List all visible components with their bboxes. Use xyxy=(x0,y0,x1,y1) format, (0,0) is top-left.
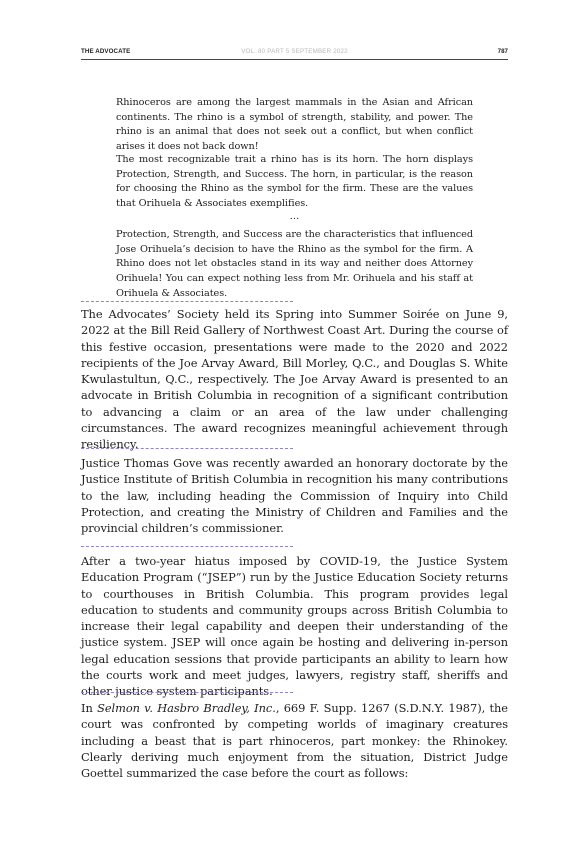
block-quote-paragraph-3: Protection, Strength, and Success are the characteristics that influenced Jose Orihuela’s decision to have the Rhino as the symbol for the firm. A Rhino does not let obstacles stand in its way and neither does Attorney Orihuela! You can expect nothing less from Mr. Orihuela and his staff at Orihuela & Associates. xyxy=(116,229,473,299)
block-quote-ellipsis: … xyxy=(289,211,300,222)
case-name: Selmon v. Hasbro Bradley, Inc. xyxy=(97,701,276,715)
case-intro-text: In xyxy=(81,701,98,715)
header-divider xyxy=(81,59,508,60)
page-number: 787 xyxy=(497,48,508,55)
section-separator xyxy=(81,692,293,693)
publication-name: THE ADVOCATE xyxy=(81,48,131,55)
case-body-text: , 669 F. Supp. 1267 (S.D.N.Y. 1987), the court was confronted by competing worlds of imaginary creatures including a beast that is part rhinoceros, part monkey: the Rhinokey. Clearly deriving much enjoyment from the situation, District Judge Goettel summarized the case before the court as follows: xyxy=(81,701,508,781)
section-separator xyxy=(81,546,293,547)
news-item-rhinokey-case xyxy=(81,700,508,781)
block-quote-paragraph-1: Rhinoceros are among the largest mammals in the Asian and African continents. The rhino is a symbol of strength, stability, and power. The rhino is an animal that does not seek out a conflict, but when conflict arises it does not back down! xyxy=(116,97,473,153)
issue-info: VOL. 80 PART 5 SEPTEMBER 2022 xyxy=(241,48,348,55)
news-item-justice-gove-doctorate: Justice Thomas Gove was recently awarded an honorary doctorate by the Justice Institute of British Columbia in recognition his many contributions to the law, including heading the Commission of Inquiry into Child Protection, and creating the Ministry of Children and Families and the provincial children’s commissioner. xyxy=(81,456,508,536)
running-header xyxy=(81,45,508,59)
section-separator xyxy=(81,301,293,302)
section-separator xyxy=(81,448,293,449)
news-item-advocates-society-soiree: The Advocates’ Society held its Spring into Summer Soirée on June 9, 2022 at the Bill Reid Gallery of Northwest Coast Art. During the course of this festive occasion, presentations were made to the 2020 and 2022 recipients of the Joe Arvay Award, Bill Morley, Q.C., and Douglas S. White Kwulastultun, Q.C., respectively. The Joe Arvay Award is presented to an advocate in British Columbia in recognition of a significant contribution to advancing a claim or an area of the law under challenging circumstances. The award recognizes meaningful achievement through resiliency. xyxy=(81,307,508,452)
block-quote-paragraph-2: The most recognizable trait a rhino has is its horn. The horn displays Protection, Strength, and Success. The horn, in particular, is the reason for choosing the Rhino as the symbol for the firm. These are the values that Orihuela & Associates exemplifies. xyxy=(116,154,473,210)
news-item-jsep-returns: After a two-year hiatus imposed by COVID-19, the Justice System Education Program (“JSEP”) run by the Justice Education Society returns to courthouses in British Columbia. This program provides legal education to students and community groups across British Columbia to increase their legal capability and deepen their understanding of the justice system. JSEP will once again be hosting and delivering in-person legal education sessions that provide participants an ability to learn how the courts work and meet judges, lawyers, registry staff, sheriffs and other justice system participants. xyxy=(81,554,508,699)
